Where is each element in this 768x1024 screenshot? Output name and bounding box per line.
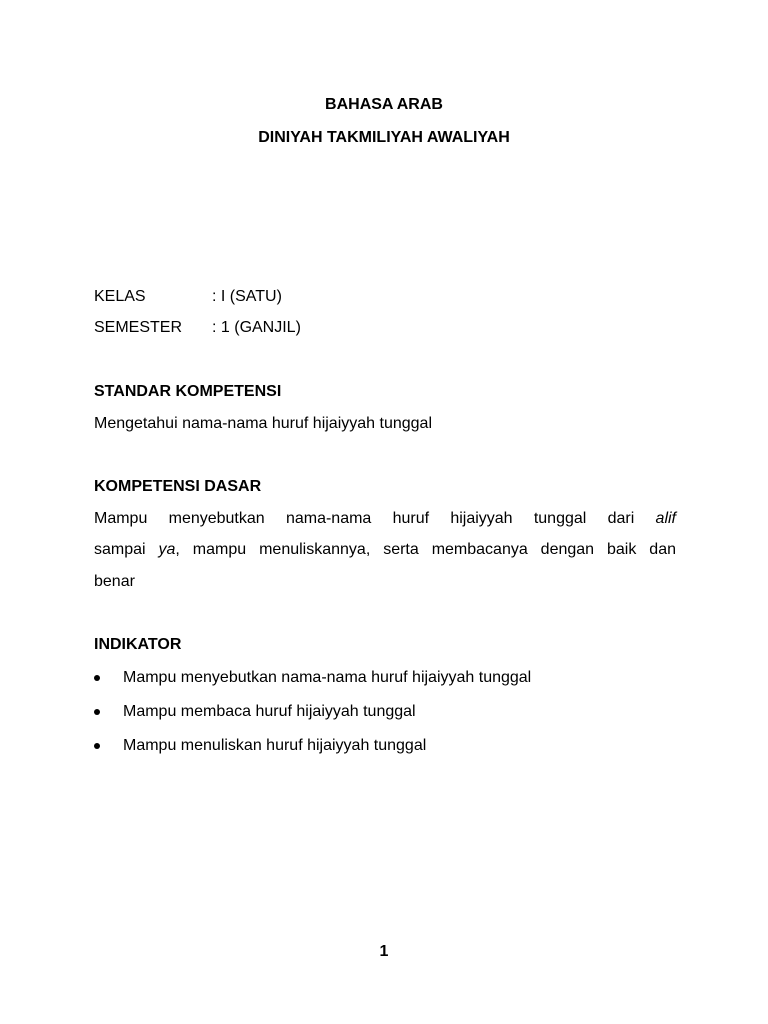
- bullet-icon: [94, 743, 100, 749]
- kompetensi-dasar-line-2-rest: , mampu menuliskannya, serta membacanya dengan baik dan: [175, 541, 676, 558]
- indikator-item-text: Mampu menyebutkan nama-nama huruf hijaiyyah tunggal: [123, 669, 532, 686]
- kompetensi-dasar-line-3: benar: [94, 573, 135, 590]
- list-item: [94, 668, 531, 702]
- page-number: 1: [379, 943, 389, 960]
- kompetensi-dasar-ya: ya: [158, 541, 176, 558]
- semester-label: SEMESTER: [94, 319, 183, 336]
- kelas-row: [94, 287, 282, 307]
- semester-value: : 1 (GANJIL): [212, 319, 301, 336]
- kelas-value: : I (SATU): [212, 288, 282, 305]
- list-item: [94, 702, 531, 736]
- kompetensi-dasar-line-2-start: sampai: [94, 541, 146, 558]
- standar-kompetensi-text: Mengetahui nama-nama huruf hijaiyyah tunggal: [94, 415, 432, 432]
- indikator-item-text: Mampu menuliskan huruf hijaiyyah tunggal: [123, 737, 427, 754]
- standar-kompetensi-heading: STANDAR KOMPETENSI: [94, 383, 282, 400]
- kompetensi-dasar-alif: alif: [655, 510, 676, 527]
- list-item: [94, 736, 531, 770]
- kompetensi-dasar-heading: KOMPETENSI DASAR: [94, 478, 262, 495]
- kompetensi-dasar-line-1: [94, 509, 676, 529]
- indikator-heading: INDIKATOR: [94, 636, 182, 653]
- indikator-list: [94, 668, 531, 770]
- kompetensi-dasar-line-1-text: Mampu menyebutkan nama-nama huruf hijaiyyah tunggal dari: [94, 510, 635, 527]
- indikator-item-text: Mampu membaca huruf hijaiyyah tunggal: [123, 703, 416, 720]
- document-title: BAHASA ARAB: [325, 96, 443, 113]
- document-subtitle: DINIYAH TAKMILIYAH AWALIYAH: [258, 129, 510, 146]
- bullet-icon: [94, 709, 100, 715]
- kompetensi-dasar-line-2: [94, 540, 676, 560]
- bullet-icon: [94, 675, 100, 681]
- kelas-label: KELAS: [94, 288, 146, 305]
- semester-row: [94, 318, 301, 338]
